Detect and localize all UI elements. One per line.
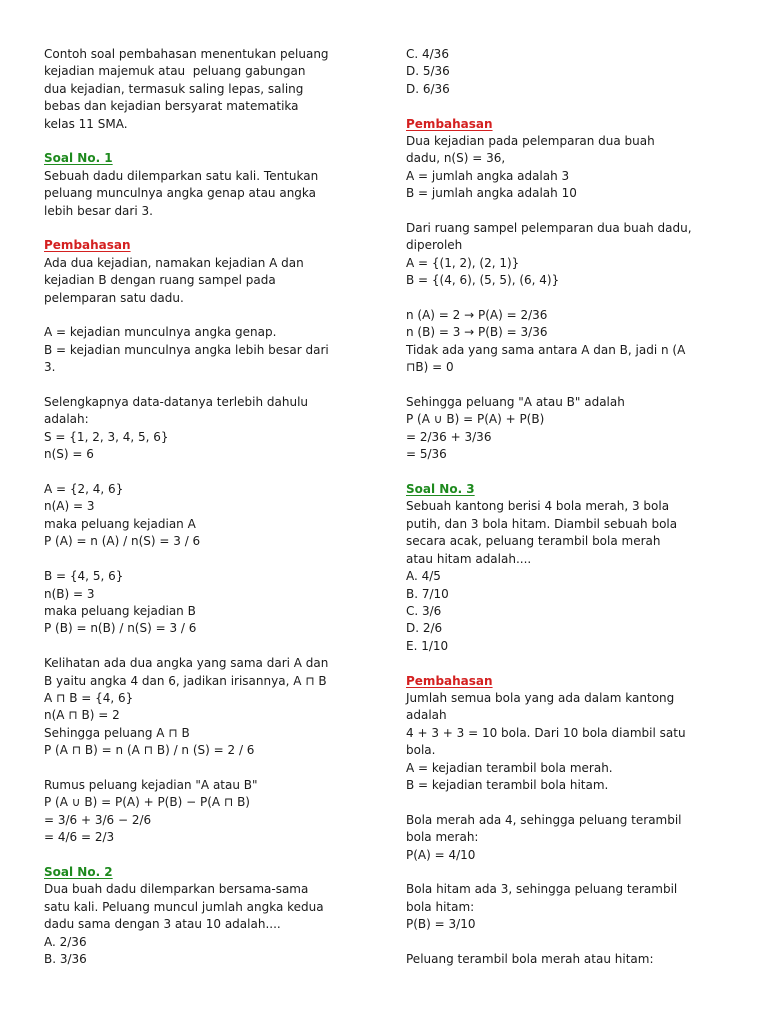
text-line: A = kejadian terambil bola merah. <box>406 760 613 775</box>
blank-line <box>406 377 736 394</box>
text-line: secara acak, peluang terambil bola merah <box>406 534 661 549</box>
pembahasan-heading: Pembahasan <box>44 238 131 253</box>
text-line: Dua kejadian pada pelemparan dua buah <box>406 134 655 149</box>
text-line: C. 4/36 <box>406 47 449 61</box>
text-line: pelemparan satu dadu. <box>44 290 184 305</box>
text-line: Sehingga peluang "A atau B" adalah <box>406 395 625 410</box>
text-line: Bola merah ada 4, sehingga peluang terambil <box>406 812 682 827</box>
text-line: atau hitam adalah.... <box>406 551 532 566</box>
text-line: E. 1/10 <box>406 638 449 653</box>
blank-line <box>44 307 374 324</box>
blank-line <box>406 203 736 220</box>
blank-line <box>406 934 736 951</box>
text-line: Tidak ada yang sama antara A dan B, jadi n (A <box>406 342 686 357</box>
text-line: n(A) = 3 <box>44 499 95 514</box>
blank-line <box>44 760 374 777</box>
text-line: lebih besar dari 3. <box>44 203 153 218</box>
text-line: B = {(4, 6), (5, 5), (6, 4)} <box>406 273 560 288</box>
text-line: A ⊓ B = {4, 6} <box>44 690 134 705</box>
blank-line <box>44 551 374 568</box>
text-line: D. 6/36 <box>406 81 450 96</box>
text-line: n(A ⊓ B) = 2 <box>44 708 120 723</box>
text-line: B yaitu angka 4 dan 6, jadikan irisannya, A ⊓ B <box>44 673 327 688</box>
text-line: putih, dan 3 bola hitam. Diambil sebuah bola <box>406 516 678 531</box>
text-line: A = {2, 4, 6} <box>44 482 124 497</box>
text-line: ⊓B) = 0 <box>406 360 454 375</box>
blank-line <box>44 220 374 237</box>
text-line: bola. <box>406 743 436 758</box>
right-column <box>406 46 736 968</box>
blank-line <box>406 794 736 811</box>
text-line: P(B) = 3/10 <box>406 917 476 932</box>
blank-line <box>44 133 374 150</box>
text-line: = 5/36 <box>406 447 447 462</box>
pembahasan-heading: Pembahasan <box>406 116 493 131</box>
text-line: dadu, n(S) = 36, <box>406 151 506 166</box>
text-line: kelas 11 SMA. <box>44 116 128 131</box>
text-line: Rumus peluang kejadian "A atau B" <box>44 777 258 792</box>
text-line: A = {(1, 2), (2, 1)} <box>406 255 520 270</box>
blank-line <box>406 464 736 481</box>
text-line: Bola hitam ada 3, sehingga peluang terambil <box>406 882 678 897</box>
text-line: P (A ⊓ B) = n (A ⊓ B) / n (S) = 2 / 6 <box>44 743 255 758</box>
text-line: A. 4/5 <box>406 569 441 584</box>
section-heading-soal-no-1: Soal No. 1 <box>44 151 113 166</box>
text-line: Ada dua kejadian, namakan kejadian A dan <box>44 255 304 270</box>
text-line: dua kejadian, termasuk saling lepas, saling <box>44 81 304 96</box>
text-line: 4 + 3 + 3 = 10 bola. Dari 10 bola diambil satu <box>406 725 686 740</box>
blank-line <box>406 290 736 307</box>
text-line: P (A) = n (A) / n(S) = 3 / 6 <box>44 534 201 549</box>
text-line: adalah: <box>44 412 89 427</box>
text-line: satu kali. Peluang muncul jumlah angka kedua <box>44 899 324 914</box>
text-line: B. 3/36 <box>44 951 87 966</box>
blank-line <box>44 638 374 655</box>
text-line: dadu sama dengan 3 atau 10 adalah.... <box>44 917 281 932</box>
text-line: = 3/6 + 3/6 − 2/6 <box>44 812 152 827</box>
text-line: D. 2/6 <box>406 621 443 636</box>
text-line: Sehingga peluang A ⊓ B <box>44 725 190 740</box>
text-line: B. 7/10 <box>406 586 449 601</box>
text-line: B = kejadian munculnya angka lebih besar dari <box>44 342 329 357</box>
text-line: B = kejadian terambil bola hitam. <box>406 777 609 792</box>
pembahasan-heading: Pembahasan <box>406 673 493 688</box>
text-line: n (B) = 3 → P(B) = 3/36 <box>406 325 548 340</box>
text-line: kejadian B dengan ruang sampel pada <box>44 273 276 288</box>
text-line: C. 3/6 <box>406 603 442 618</box>
text-line: A. 2/36 <box>44 934 87 949</box>
text-line: maka peluang kejadian A <box>44 516 196 531</box>
text-line: B = jumlah angka adalah 10 <box>406 186 577 201</box>
section-heading-soal-no-2: Soal No. 2 <box>44 864 113 879</box>
blank-line <box>406 655 736 672</box>
text-line: D. 5/36 <box>406 64 450 79</box>
text-line: n(B) = 3 <box>44 586 95 601</box>
text-line: P (A ∪ B) = P(A) + P(B) <box>406 412 545 427</box>
text-line: Contoh soal pembahasan menentukan peluang <box>44 47 329 61</box>
text-line: Dari ruang sampel pelemparan dua buah dadu, <box>406 221 692 236</box>
text-line: P (B) = n(B) / n(S) = 3 / 6 <box>44 621 197 636</box>
text-line: Dua buah dadu dilemparkan bersama-sama <box>44 882 309 897</box>
text-line: bola hitam: <box>406 899 475 914</box>
text-line: P(A) = 4/10 <box>406 847 476 862</box>
text-line: diperoleh <box>406 238 463 253</box>
text-line: peluang munculnya angka genap atau angka <box>44 186 317 201</box>
text-line: Sebuah kantong berisi 4 bola merah, 3 bola <box>406 499 670 514</box>
text-line: bebas dan kejadian bersyarat matematika <box>44 99 299 114</box>
text-line: A = kejadian munculnya angka genap. <box>44 325 277 340</box>
blank-line <box>406 98 736 115</box>
text-line: Selengkapnya data-datanya terlebih dahulu <box>44 395 309 410</box>
text-line: n (A) = 2 → P(A) = 2/36 <box>406 308 548 323</box>
blank-line <box>44 377 374 394</box>
text-line: maka peluang kejadian B <box>44 603 196 618</box>
blank-line <box>44 464 374 481</box>
text-line: Jumlah semua bola yang ada dalam kantong <box>406 690 675 705</box>
text-line: Sebuah dadu dilemparkan satu kali. Tentukan <box>44 168 319 183</box>
text-line: 3. <box>44 360 56 375</box>
text-line: S = {1, 2, 3, 4, 5, 6} <box>44 429 169 444</box>
text-line: B = {4, 5, 6} <box>44 569 124 584</box>
text-line: kejadian majemuk atau peluang gabungan <box>44 64 306 79</box>
text-line: Kelihatan ada dua angka yang sama dari A dan <box>44 656 329 671</box>
text-line: adalah <box>406 708 447 723</box>
text-line: = 2/36 + 3/36 <box>406 429 492 444</box>
text-line: Peluang terambil bola merah atau hitam: <box>406 951 654 966</box>
blank-line <box>406 864 736 881</box>
text-line: P (A ∪ B) = P(A) + P(B) − P(A ⊓ B) <box>44 795 250 810</box>
section-heading-soal-no-3: Soal No. 3 <box>406 482 475 497</box>
text-line: bola merah: <box>406 830 479 845</box>
text-line: n(S) = 6 <box>44 447 94 462</box>
left-column <box>44 46 374 968</box>
text-line: A = jumlah angka adalah 3 <box>406 168 570 183</box>
text-line: = 4/6 = 2/3 <box>44 830 115 845</box>
blank-line <box>44 847 374 864</box>
